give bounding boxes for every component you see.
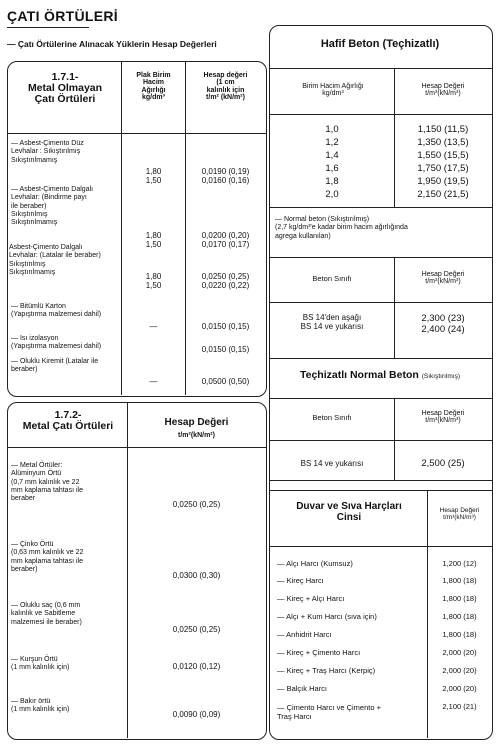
table-row: — Anhidrit Harcı — [277, 630, 332, 639]
column-header: Hesap Değeri t/m³(kN/m³) — [421, 410, 465, 425]
table-cell: 1,350 (13,5) — [417, 137, 469, 148]
column-header: Hesap Değeri t/m³(kN/m³) — [439, 507, 480, 521]
table-cell: 1,200 (12) — [442, 559, 477, 568]
table-cell: 1,4 — [325, 150, 339, 161]
section-heading: Hafif Beton (Teçhizatlı) — [320, 38, 440, 50]
list-item-value: 0,0250 (0,25) — [172, 500, 221, 509]
table-row: — Çimento Harcı ve Çimento + Traş Harcı — [277, 703, 381, 722]
divider — [269, 207, 492, 208]
list-item-text: — Asbest-Çimento Düz Levhalar : Sıkıştırılmış Sıkıştırılmamış — [11, 140, 84, 164]
divider — [269, 440, 492, 441]
list-item-text: — Bitümlü Karton (Yapıştırma malzemesi dahil) — [11, 303, 102, 319]
divider — [269, 358, 492, 359]
section-heading: Duvar ve Sıva Harçları Cinsi — [296, 501, 402, 523]
list-item-text: — Bakır örtü (1 mm kalınlık için) — [11, 698, 70, 714]
table-cell: 2,150 (21,5) — [417, 189, 469, 200]
column-header: Hesap değeri (1 cm kalınlık için t/m² (kN/m²) — [203, 72, 248, 102]
table-cell: 1,0 — [325, 124, 339, 135]
table-cell: 2,500 (25) — [421, 458, 465, 469]
column-header: Hesap Değeri — [164, 417, 229, 428]
column-unit: t/m²(kN/m²) — [178, 432, 215, 439]
table-cell: BS 14'den aşağı BS 14 ve yukarısı — [300, 313, 364, 332]
table-cell: 1,750 (17,5) — [417, 163, 469, 174]
table-cell: 1,6 — [325, 163, 339, 174]
list-item-text: — Oluklu Kiremit (Latalar ile beraber) — [11, 358, 99, 374]
list-item-text: — Metal Örtüler: Alüminyum Örtü (0,7 mm kalınlık ve 22 mm kaplama tahtası ile beraber — [11, 462, 83, 502]
list-item-value: 0,0200 (0,20) 0,0170 (0,17) — [201, 231, 250, 250]
list-item-value: 0,0120 (0,12) — [172, 662, 221, 671]
page-title: ÇATI ÖRTÜLERİ — [7, 8, 118, 24]
column-header: Birim Hacim Ağırlığı kg/dm³ — [302, 83, 364, 98]
list-item-text: — Kurşun Örtü (1 mm kalınlık için) — [11, 656, 70, 672]
table-cell: 1,150 (11,5) — [417, 124, 469, 135]
title-underline — [7, 27, 89, 28]
list-item-text: — Asbest-Çimento Dalgalı Levhalar: (Bindirme payı ile beraber) Sıkıştırılmış Sıkıştırılmamış — [11, 186, 94, 226]
list-item-value: 1,80 1,50 — [145, 272, 162, 291]
divider — [269, 302, 492, 303]
list-item-value: 0,0190 (0,19) 0,0160 (0,16) — [201, 167, 250, 186]
table-cell: 1,550 (15,5) — [417, 150, 469, 161]
list-item-text: — Isı izolasyon (Yapıştırma malzemesi dahil) — [11, 335, 102, 351]
list-item-value: 1,80 1,50 — [145, 167, 162, 186]
section-heading: 1.7.1- Metal Olmayan Çatı Örtüleri — [27, 71, 103, 106]
divider — [127, 402, 128, 738]
table-row: — Kireç + Çimento Harcı — [277, 648, 361, 657]
page-subtitle: — Çatı Örtülerine Alınacak Yüklerin Hesap Değerleri — [7, 39, 217, 49]
divider — [269, 480, 492, 481]
column-header: Plak Birim Hacim Ağırlığı kg/dm³ — [136, 72, 171, 102]
divider — [269, 546, 492, 547]
table-cell: 1,800 (18) — [442, 612, 477, 621]
column-header: Hesap Değeri t/m³(kN/m³) — [421, 271, 465, 286]
table-row: — Kireç + Alçı Harcı — [277, 594, 345, 603]
divider — [269, 257, 492, 258]
table-cell: 1,8 — [325, 176, 339, 187]
list-item-value: 0,0150 (0,15) — [201, 345, 250, 354]
divider — [7, 447, 266, 448]
table-cell: 2,000 (20) — [442, 648, 477, 657]
divider — [269, 490, 492, 491]
table-cell: 2,100 (21) — [442, 702, 477, 711]
section-heading: 1.7.2- Metal Çatı Örtüleri — [22, 409, 114, 433]
list-item-value: 0,0250 (0,25) — [172, 625, 221, 634]
table-row: — Kireç Harcı — [277, 576, 324, 585]
divider — [269, 68, 492, 69]
table-cell: 2,0 — [325, 189, 339, 200]
table-cell: 1,800 (18) — [442, 630, 477, 639]
section-heading: Teçhizatlı Normal Beton (Sıkıştırılmış) — [299, 369, 461, 381]
table-cell: 1,950 (19,5) — [417, 176, 469, 187]
table-cell: 2,000 (20) — [442, 684, 477, 693]
column-header: Hesap Değeri t/m³(kN/m³) — [421, 83, 465, 98]
table-row: — Alçı Harcı (Kumsuz) — [277, 559, 353, 568]
table-cell: 1,2 — [325, 137, 339, 148]
list-item-value: 0,0090 (0,09) — [172, 710, 221, 719]
list-item-value: 0,0300 (0,30) — [172, 571, 221, 580]
table-cell: 2,000 (20) — [442, 666, 477, 675]
table-cell: 2,300 (23) 2,400 (24) — [421, 313, 465, 336]
divider — [269, 114, 492, 115]
table-row: — Kireç + Traş Harcı (Kerpiç) — [277, 666, 376, 675]
table-cell: 1,800 (18) — [442, 576, 477, 585]
column-header: Beton Sınıfı — [312, 274, 352, 283]
list-item-text: — Çinko Örtü (0,63 mm kalınlık ve 22 mm kaplama tahtası ile beraber) — [11, 541, 84, 573]
note-text: — Normal beton (Sıkıştırılmış) (2,7 kg/dm³'e kadar birim hacim ağırlığında agrega kullanılan) — [275, 216, 408, 240]
list-item-value: — — [149, 322, 158, 331]
table-row: — Alçı + Kum Harcı (sıva için) — [277, 612, 377, 621]
column-header: Beton Sınıfı — [312, 413, 352, 422]
list-item-text: Asbest-Çimento Dalgalı Levhalar: (Latalar ile beraber) Sıkıştırılmış Sıkıştırılmamış — [9, 244, 101, 276]
list-item-value: — — [149, 377, 158, 386]
divider — [269, 398, 492, 399]
list-item-value: 0,0150 (0,15) — [201, 322, 250, 331]
list-item-value: 0,0500 (0,50) — [201, 377, 250, 386]
list-item-value: 0,0250 (0,25) 0,0220 (0,22) — [201, 272, 250, 291]
table-cell: BS 14 ve yukarısı — [300, 459, 364, 468]
table-cell: 1,800 (18) — [442, 594, 477, 603]
list-item-text: — Oluklu saç (0,6 mm kalınlık ve Sabitleme malzemesi ile beraber) — [11, 602, 82, 626]
list-item-value: 1,80 1,50 — [145, 231, 162, 250]
divider — [7, 133, 266, 134]
table-row: — Balçık Harcı — [277, 684, 328, 693]
